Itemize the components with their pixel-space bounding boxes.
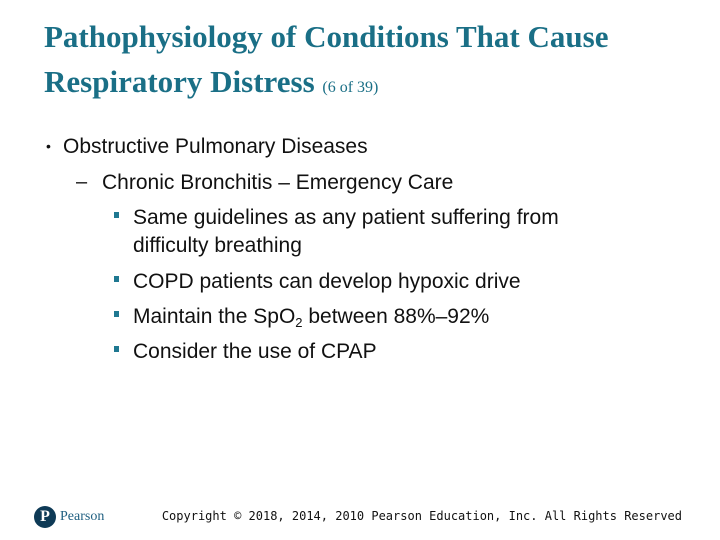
- bullet-text: Same guidelines as any patient suffering from: [133, 206, 559, 229]
- bullet-text: difficulty breathing: [133, 234, 302, 257]
- pearson-wordmark: Pearson: [60, 509, 105, 524]
- square-bullet-icon: [114, 276, 119, 282]
- square-bullet-icon: [114, 311, 119, 317]
- title-line-2-text: Respiratory Distress: [44, 64, 315, 99]
- bullet-text: Obstructive Pulmonary Diseases: [63, 135, 368, 158]
- bullet-text: COPD patients can develop hypoxic drive: [133, 270, 521, 293]
- bullet-dot-icon: •: [46, 138, 51, 154]
- title-line-2: [44, 59, 704, 110]
- square-bullet-icon: [114, 212, 119, 218]
- spo2-subscript: 2: [295, 315, 303, 330]
- bullet-text: [133, 302, 489, 331]
- spo2-range: between 88%–92%: [302, 305, 490, 328]
- slide-title: [44, 14, 704, 110]
- spo2-o: O: [278, 305, 296, 328]
- square-bullet-icon: [114, 346, 119, 352]
- bullet-dash-icon: –: [76, 171, 88, 193]
- pearson-p-icon: P: [34, 506, 56, 528]
- bullet-text: Chronic Bronchitis – Emergency Care: [102, 171, 454, 194]
- pearson-logo: [34, 504, 104, 530]
- slide-counter: (6 of 39): [322, 79, 379, 96]
- spo2-prefix: Maintain the Sp: [133, 305, 279, 328]
- copyright-notice: Copyright © 2018, 2014, 2010 Pearson Education, Inc. All Rights Reserved: [161, 509, 682, 523]
- bullet-text: Consider the use of CPAP: [133, 340, 377, 363]
- title-line-1: Pathophysiology of Conditions That Cause: [44, 19, 609, 54]
